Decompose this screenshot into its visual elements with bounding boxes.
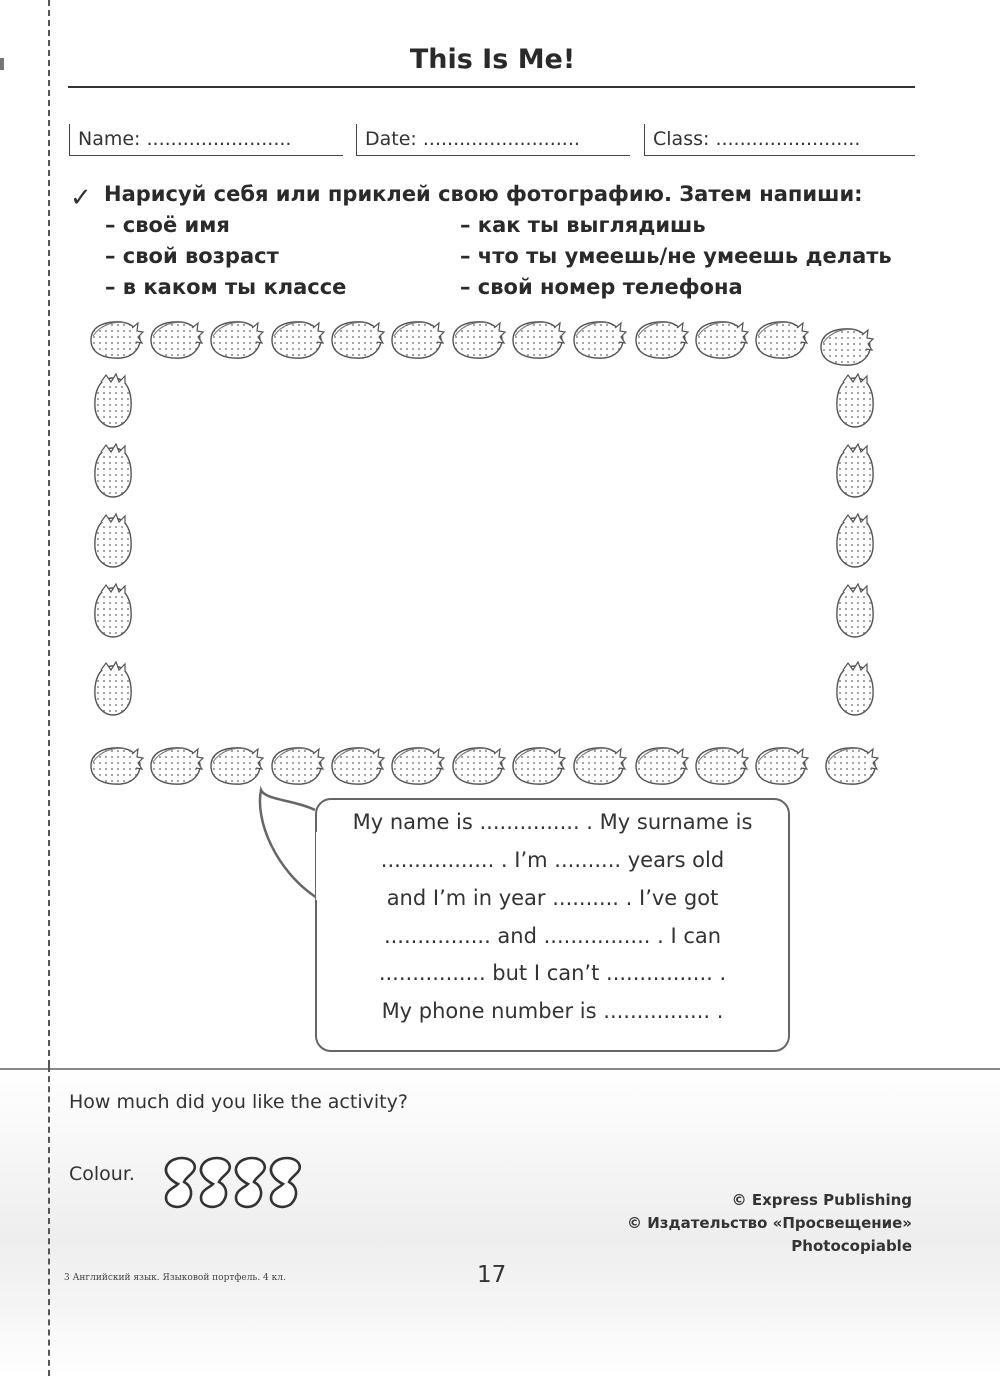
page-title: This Is Me!: [409, 44, 576, 75]
list-item: – в каком ты классе: [105, 275, 347, 299]
colour-label: Colour.: [69, 1163, 135, 1185]
strawberry-icon: [453, 322, 505, 358]
strawberry-icon: [636, 748, 688, 784]
rating-question: How much did you like the activity?: [69, 1091, 408, 1113]
bubble-line: My phone number is ................ .: [381, 999, 724, 1023]
list-item: – как ты выглядишь: [460, 213, 706, 237]
strawberry-icon: [837, 584, 873, 637]
strawberry-icon: [211, 322, 263, 358]
rating-group: [160, 1152, 305, 1212]
strawberry-icon: [95, 514, 131, 567]
rating-strawberry-icon[interactable]: [201, 1158, 230, 1207]
strawberry-icon: [332, 748, 384, 784]
strawberry-icon: [272, 322, 324, 358]
strawberry-icon: [756, 748, 808, 784]
class-label: Class:: [653, 128, 710, 150]
strawberry-icon: [95, 584, 131, 637]
strawberry-icon: [513, 322, 565, 358]
strawberry-icon: [696, 748, 748, 784]
bubble-line: My name is ............... . My surname is: [352, 810, 753, 834]
list-item: – что ты умеешь/не умеешь делать: [460, 244, 892, 268]
strawberry-icon: [151, 748, 203, 784]
strawberry-icon: [95, 662, 131, 715]
bubble-line: ................ but I can’t ................ .: [378, 961, 727, 985]
strawberry-icon: [696, 322, 748, 358]
strawberry-icon: [821, 329, 873, 365]
footer-rule: [0, 1068, 1000, 1070]
book-info: 3 Английский язык. Языковой портфель. 4 кл.: [64, 1273, 286, 1283]
strawberry-icon: [837, 514, 873, 567]
bubble-line: and I’m in year .......... . I’ve got: [386, 886, 719, 910]
credit-prosveshchenie: © Издательство «Просвещение»: [626, 1214, 912, 1232]
strawberry-icon: [837, 444, 873, 497]
instruction-text: Нарисуй себя или приклей свою фотографию. Затем напиши:: [104, 182, 863, 206]
date-dots: ..........................: [422, 128, 580, 150]
rating-strawberry-icon[interactable]: [236, 1158, 265, 1207]
bubble-line: ................ and ................ . I can: [383, 924, 722, 948]
strawberry-icon: [211, 748, 263, 784]
strawberry-icon: [636, 322, 688, 358]
check-icon: ✓: [70, 183, 92, 213]
rating-strawberry-icon[interactable]: [166, 1158, 195, 1207]
strawberry-icon: [837, 374, 873, 427]
bubble-line: ................. . I’m .......... years old: [380, 848, 725, 872]
strawberry-icon: [95, 374, 131, 427]
strawberry-icon: [151, 322, 203, 358]
strawberry-icon: [91, 748, 143, 784]
strawberry-icon: [756, 322, 808, 358]
list-item: – свой возраст: [105, 244, 279, 268]
strawberry-icon: [392, 322, 444, 358]
name-dots: ........................: [146, 128, 292, 150]
strawberry-icon: [91, 322, 143, 358]
list-item: – своё имя: [105, 213, 230, 237]
strawberry-icon: [332, 322, 384, 358]
strawberry-icon: [95, 444, 131, 497]
strawberry-icon: [453, 748, 505, 784]
strawberry-icon: [513, 748, 565, 784]
page-number: 17: [477, 1262, 507, 1288]
class-dots: ........................: [715, 128, 861, 150]
strawberry-icon: [826, 748, 878, 784]
rating-strawberry-icon[interactable]: [271, 1158, 300, 1207]
date-label: Date:: [365, 128, 417, 150]
credit-express: © Express Publishing: [731, 1191, 912, 1209]
strawberry-icon: [272, 748, 324, 784]
credit-photocopiable: Photocopiable: [791, 1237, 912, 1255]
list-item: – свой номер телефона: [460, 275, 743, 299]
name-label: Name:: [78, 128, 141, 150]
strawberry-icon: [574, 748, 626, 784]
strawberry-icon: [574, 322, 626, 358]
strawberry-icon: [837, 662, 873, 715]
cut-line-lower: [48, 1066, 50, 1376]
strawberry-icon: [392, 748, 444, 784]
